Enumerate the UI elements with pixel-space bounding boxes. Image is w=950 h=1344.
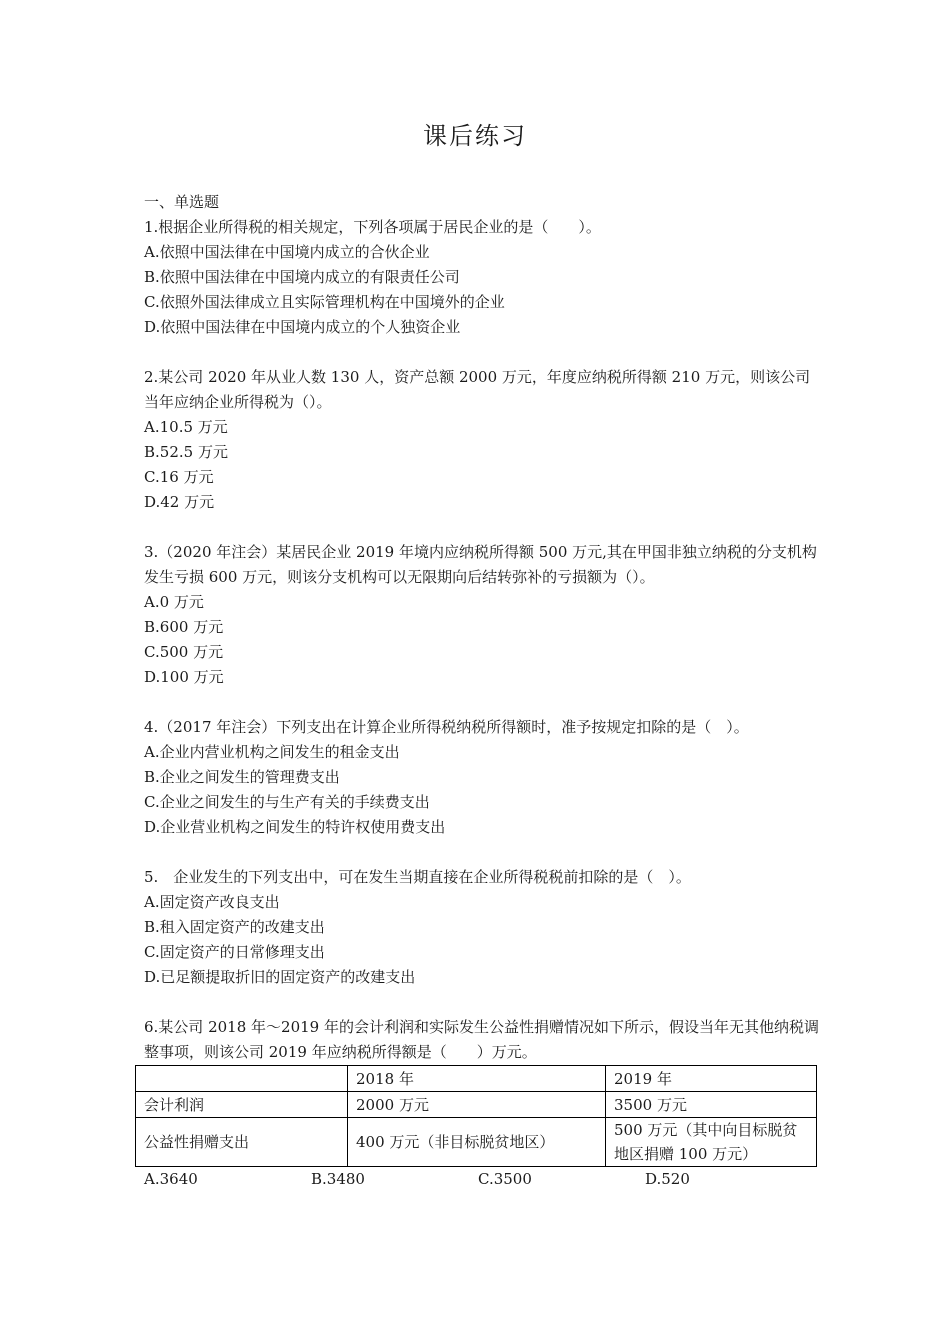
table-cell: 3500 万元 [606, 1092, 817, 1118]
option-d: D.依照中国法律在中国境内成立的个人独资企业 [144, 318, 461, 336]
options-row [144, 1167, 824, 1192]
question-6 [144, 1015, 824, 1192]
table-header-row [136, 1066, 817, 1092]
question-4 [144, 715, 824, 840]
question-stem: 3.（2020 年注会）某居民企业 2019 年境内应纳税所得额 500 万元,其在甲国非独立纳税的分支机构发生亏损 600 万元，则该分支机构可以无限期向后结转弥补的亏损额为（）。 [144, 543, 817, 586]
option-b: B.企业之间发生的管理费支出 [144, 768, 340, 786]
option-d: D.企业营业机构之间发生的特许权使用费支出 [144, 818, 446, 836]
page-title: 课后练习 [423, 122, 527, 150]
option-a: A.0 万元 [144, 593, 204, 611]
option-c: C.3500 [478, 1170, 532, 1188]
option-b: B.依照中国法律在中国境内成立的有限责任公司 [144, 268, 460, 286]
option-a: A.10.5 万元 [144, 418, 228, 436]
option-c: C.500 万元 [144, 643, 224, 661]
table-cell: 2000 万元 [348, 1092, 606, 1118]
question-stem: 1.根据企业所得税的相关规定，下列各项属于居民企业的是（ ）。 [144, 218, 601, 236]
option-b: B.600 万元 [144, 618, 224, 636]
option-a: A.固定资产改良支出 [144, 893, 280, 911]
option-c: C.依照外国法律成立且实际管理机构在中国境外的企业 [144, 293, 505, 311]
option-b: B.3480 [311, 1170, 365, 1188]
section-heading: 一、单选题 [144, 193, 220, 211]
option-c: C.企业之间发生的与生产有关的手续费支出 [144, 793, 430, 811]
table-cell: 2019 年 [606, 1066, 817, 1092]
option-c: C.16 万元 [144, 468, 214, 486]
table-cell [136, 1066, 348, 1092]
table-cell: 公益性捐赠支出 [136, 1118, 348, 1167]
question-stem: 5. 企业发生的下列支出中，可在发生当期直接在企业所得税税前扣除的是（ ）。 [144, 868, 691, 886]
exercise-content [144, 190, 824, 1192]
table-row [136, 1118, 817, 1167]
option-a: A.依照中国法律在中国境内成立的合伙企业 [144, 243, 430, 261]
option-b: B.52.5 万元 [144, 443, 228, 461]
donation-table [135, 1065, 817, 1167]
table-cell: 500 万元（其中向目标脱贫地区捐赠 100 万元） [606, 1118, 817, 1167]
question-2 [144, 365, 824, 515]
option-d: D.100 万元 [144, 668, 224, 686]
question-stem: 2.某公司 2020 年从业人数 130 人，资产总额 2000 万元，年度应纳税所得额 210 万元，则该公司当年应纳企业所得税为（）。 [144, 368, 811, 411]
option-a: A.企业内营业机构之间发生的租金支出 [144, 743, 400, 761]
question-stem: 6.某公司 2018 年～2019 年的会计利润和实际发生公益性捐赠情况如下所示，假设当年无其他纳税调整事项，则该公司 2019 年应纳税所得额是（ ）万元。 [144, 1018, 819, 1061]
question-5 [144, 865, 824, 990]
option-d: D.520 [645, 1170, 690, 1188]
option-a: A.3640 [144, 1170, 198, 1188]
question-1 [144, 215, 824, 340]
table-cell: 400 万元（非目标脱贫地区） [348, 1118, 606, 1167]
table-row [136, 1092, 817, 1118]
option-d: D.42 万元 [144, 493, 215, 511]
option-b: B.租入固定资产的改建支出 [144, 918, 325, 936]
option-d: D.已足额提取折旧的固定资产的改建支出 [144, 968, 416, 986]
question-3 [144, 540, 824, 690]
table-cell: 会计利润 [136, 1092, 348, 1118]
option-c: C.固定资产的日常修理支出 [144, 943, 325, 961]
table-cell: 2018 年 [348, 1066, 606, 1092]
question-stem: 4.（2017 年注会）下列支出在计算企业所得税纳税所得额时，准予按规定扣除的是（ ）。 [144, 718, 749, 736]
